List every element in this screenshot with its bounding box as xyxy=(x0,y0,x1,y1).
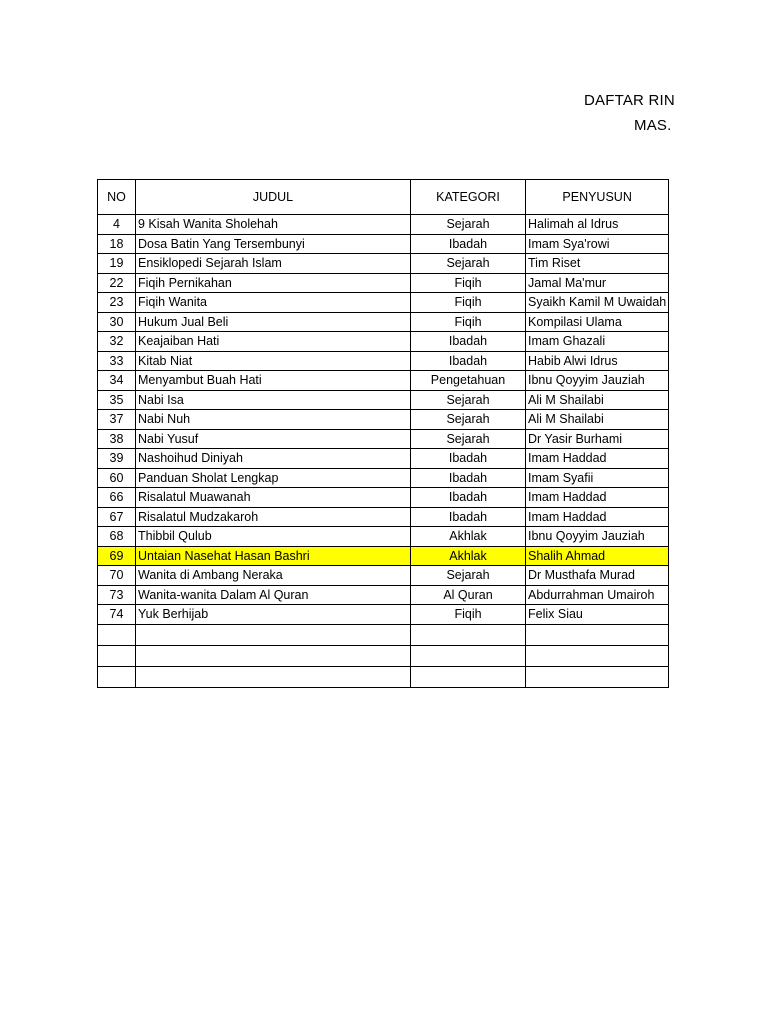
cell-no: 19 xyxy=(98,254,136,274)
cell-kategori: Ibadah xyxy=(411,234,526,254)
cell-judul: Keajaiban Hati xyxy=(136,332,411,352)
cell-no: 35 xyxy=(98,390,136,410)
empty-table-row xyxy=(98,666,669,687)
cell-kategori: Ibadah xyxy=(411,507,526,527)
cell-kategori: Ibadah xyxy=(411,351,526,371)
table-row xyxy=(98,507,669,527)
column-header-judul: JUDUL xyxy=(136,180,411,215)
cell-kategori: Fiqih xyxy=(411,312,526,332)
cell-penyusun: Dr Musthafa Murad xyxy=(526,566,669,586)
table-row xyxy=(98,312,669,332)
cell-penyusun: Habib Alwi Idrus xyxy=(526,351,669,371)
table-row xyxy=(98,332,669,352)
cell-penyusun: Ibnu Qoyyim Jauziah xyxy=(526,371,669,391)
cell-judul: Risalatul Muawanah xyxy=(136,488,411,508)
cell-no: 39 xyxy=(98,449,136,469)
cell-judul: Wanita-wanita Dalam Al Quran xyxy=(136,585,411,605)
cell-judul: Nabi Isa xyxy=(136,390,411,410)
cell-no: 69 xyxy=(98,546,136,566)
cell-no: 70 xyxy=(98,566,136,586)
cell-no: 74 xyxy=(98,605,136,625)
cell-judul xyxy=(136,645,411,666)
cell-penyusun: Jamal Ma'mur xyxy=(526,273,669,293)
table-row xyxy=(98,605,669,625)
table-row xyxy=(98,371,669,391)
cell-no: 67 xyxy=(98,507,136,527)
cell-judul: Thibbil Qulub xyxy=(136,527,411,547)
cell-kategori: Akhlak xyxy=(411,546,526,566)
cell-kategori: Sejarah xyxy=(411,254,526,274)
cell-penyusun: Imam Haddad xyxy=(526,488,669,508)
cell-kategori xyxy=(411,666,526,687)
table-row xyxy=(98,410,669,430)
cell-no: 33 xyxy=(98,351,136,371)
cell-kategori: Ibadah xyxy=(411,468,526,488)
cell-penyusun: Ibnu Qoyyim Jauziah xyxy=(526,527,669,547)
book-list-table xyxy=(97,179,669,688)
table-row xyxy=(98,449,669,469)
table-row xyxy=(98,566,669,586)
cell-kategori: Fiqih xyxy=(411,273,526,293)
cell-no: 60 xyxy=(98,468,136,488)
table-row xyxy=(98,527,669,547)
cell-kategori: Fiqih xyxy=(411,605,526,625)
cell-no: 32 xyxy=(98,332,136,352)
cell-judul: Menyambut Buah Hati xyxy=(136,371,411,391)
cell-penyusun: Felix Siau xyxy=(526,605,669,625)
cell-judul: Ensiklopedi Sejarah Islam xyxy=(136,254,411,274)
table-row xyxy=(98,488,669,508)
cell-judul: Fiqih Wanita xyxy=(136,293,411,313)
cell-kategori: Sejarah xyxy=(411,215,526,235)
cell-no: 4 xyxy=(98,215,136,235)
cell-kategori: Pengetahuan xyxy=(411,371,526,391)
column-header-kategori: KATEGORI xyxy=(411,180,526,215)
cell-judul xyxy=(136,624,411,645)
table-row xyxy=(98,468,669,488)
table-header-row xyxy=(98,180,669,215)
cell-kategori: Sejarah xyxy=(411,410,526,430)
cell-penyusun: Syaikh Kamil M Uwaidah xyxy=(526,293,669,313)
cell-no: 30 xyxy=(98,312,136,332)
cell-penyusun: Imam Sya'rowi xyxy=(526,234,669,254)
table-row xyxy=(98,254,669,274)
cell-no: 37 xyxy=(98,410,136,430)
cell-judul: Yuk Berhijab xyxy=(136,605,411,625)
cell-kategori: Al Quran xyxy=(411,585,526,605)
cell-penyusun: Dr Yasir Burhami xyxy=(526,429,669,449)
cell-kategori: Ibadah xyxy=(411,449,526,469)
cell-kategori: Akhlak xyxy=(411,527,526,547)
cell-no: 22 xyxy=(98,273,136,293)
cell-penyusun: Shalih Ahmad xyxy=(526,546,669,566)
table-row xyxy=(98,234,669,254)
cell-penyusun: Imam Ghazali xyxy=(526,332,669,352)
cell-penyusun: Halimah al Idrus xyxy=(526,215,669,235)
cell-judul: Hukum Jual Beli xyxy=(136,312,411,332)
table-row xyxy=(98,351,669,371)
cell-no xyxy=(98,645,136,666)
cell-judul: Risalatul Mudzakaroh xyxy=(136,507,411,527)
cell-penyusun: Tim Riset xyxy=(526,254,669,274)
cell-no: 34 xyxy=(98,371,136,391)
table-row xyxy=(98,546,669,566)
cell-no: 68 xyxy=(98,527,136,547)
cell-judul: 9 Kisah Wanita Sholehah xyxy=(136,215,411,235)
table-row xyxy=(98,429,669,449)
cell-no: 73 xyxy=(98,585,136,605)
cell-no: 23 xyxy=(98,293,136,313)
cell-judul: Fiqih Pernikahan xyxy=(136,273,411,293)
cell-penyusun: Abdurrahman Umairoh xyxy=(526,585,669,605)
cell-no xyxy=(98,624,136,645)
column-header-penyusun: PENYUSUN xyxy=(526,180,669,215)
cell-penyusun: Imam Syafii xyxy=(526,468,669,488)
cell-penyusun xyxy=(526,624,669,645)
cell-judul: Nashoihud Diniyah xyxy=(136,449,411,469)
cell-penyusun: Imam Haddad xyxy=(526,507,669,527)
cell-penyusun: Kompilasi Ulama xyxy=(526,312,669,332)
cell-judul: Untaian Nasehat Hasan Bashri xyxy=(136,546,411,566)
empty-table-row xyxy=(98,645,669,666)
table-row xyxy=(98,293,669,313)
table-body xyxy=(98,215,669,688)
cell-penyusun: Ali M Shailabi xyxy=(526,410,669,430)
cell-kategori: Sejarah xyxy=(411,429,526,449)
table-row xyxy=(98,585,669,605)
cell-judul: Nabi Nuh xyxy=(136,410,411,430)
cell-kategori: Fiqih xyxy=(411,293,526,313)
table-row xyxy=(98,390,669,410)
cell-penyusun xyxy=(526,645,669,666)
cell-judul: Nabi Yusuf xyxy=(136,429,411,449)
cell-judul: Wanita di Ambang Neraka xyxy=(136,566,411,586)
cell-judul: Dosa Batin Yang Tersembunyi xyxy=(136,234,411,254)
cell-no: 38 xyxy=(98,429,136,449)
cell-kategori xyxy=(411,624,526,645)
cell-penyusun: Imam Haddad xyxy=(526,449,669,469)
page-title-line-2: MAS. xyxy=(634,117,672,134)
cell-kategori: Ibadah xyxy=(411,488,526,508)
table-row xyxy=(98,215,669,235)
page-title-line-1: DAFTAR RIN xyxy=(584,92,675,109)
cell-penyusun xyxy=(526,666,669,687)
cell-kategori: Sejarah xyxy=(411,566,526,586)
cell-kategori xyxy=(411,645,526,666)
cell-no: 66 xyxy=(98,488,136,508)
cell-judul xyxy=(136,666,411,687)
empty-table-row xyxy=(98,624,669,645)
cell-judul: Panduan Sholat Lengkap xyxy=(136,468,411,488)
cell-judul: Kitab Niat xyxy=(136,351,411,371)
cell-no xyxy=(98,666,136,687)
cell-kategori: Ibadah xyxy=(411,332,526,352)
column-header-no: NO xyxy=(98,180,136,215)
table-row xyxy=(98,273,669,293)
cell-kategori: Sejarah xyxy=(411,390,526,410)
cell-penyusun: Ali M Shailabi xyxy=(526,390,669,410)
cell-no: 18 xyxy=(98,234,136,254)
